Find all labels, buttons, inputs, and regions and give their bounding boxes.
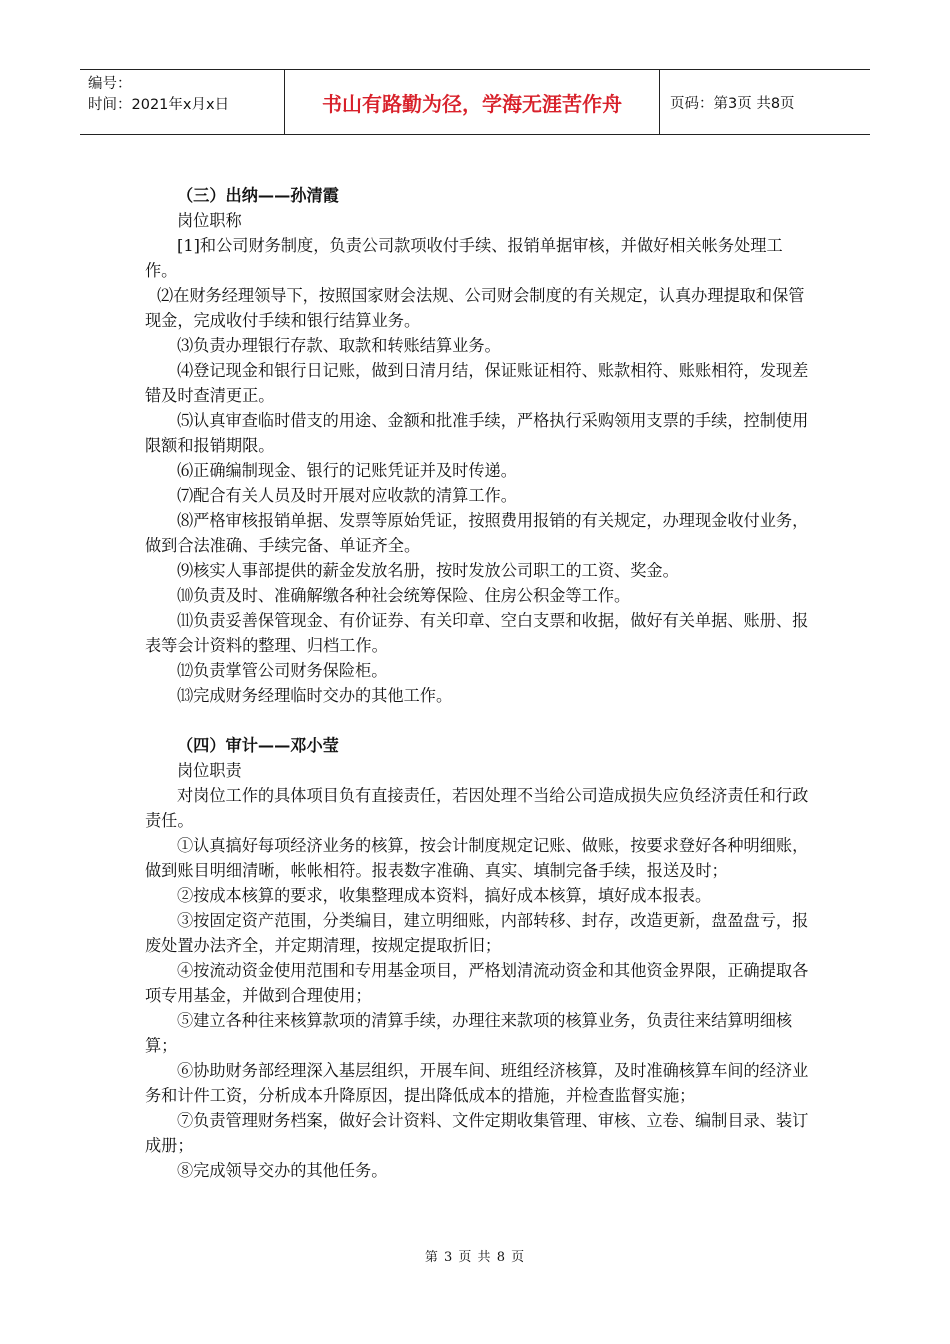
paragraph: ⑾负责妥善保管现金、有价证券、有关印章、空白支票和收据，做好有关单据、账册、报表等会计资料的整理、归档工作。 [145,611,809,655]
paragraph: ⑻严格审核报销单据、发票等原始凭证，按照费用报销的有关规定，办理现金收付业务，做到合法准确、手续完备、单证齐全。 [145,511,809,555]
header-left-cell [80,70,284,134]
paragraph: [1]和公司财务制度，负责公司款项收付手续、报销单据审核，并做好相关帐务处理工作。 [145,236,783,280]
paragraph: ⑼核实人事部提供的薪金发放名册，按时发放公司职工的工资、奖金。 [177,561,679,580]
paragraph: ⑶负责办理银行存款、取款和转账结算业务。 [177,336,501,355]
document-body [145,183,810,1183]
paragraph: ⑧完成领导交办的其他任务。 [177,1161,388,1180]
paragraph: ②按成本核算的要求，收集整理成本资料，搞好成本核算，填好成本报表。 [177,886,712,905]
section-title-audit: （四）审计——邓小莹 [177,736,339,755]
section-subtitle: 岗位职称 [177,211,242,230]
paragraph: ⑤建立各种往来核算款项的清算手续，办理往来款项的核算业务，负责往来结算明细核算； [145,1011,793,1055]
paragraph: ⑦负责管理财务档案，做好会计资料、文件定期收集管理、审核、立卷、编制目录、装订成册； [145,1111,809,1155]
page-header [80,69,870,135]
document-date-label: 时间：2021年x月x日 [88,97,230,113]
paragraph: ①认真搞好每项经济业务的核算，按会计制度规定记账、做账，按要求登好各种明细账，做到账目明细清晰，帐帐相符。报表数字准确、真实、填制完备手续，报送及时； [145,836,809,880]
paragraph: ⑵在财务经理领导下，按照国家财会法规、公司财会制度的有关规定，认真办理提取和保管现金，完成收付手续和银行结算业务。 [145,286,805,330]
paragraph: 对岗位工作的具体项目负有直接责任，若因处理不当给公司造成损失应负经济责任和行政责任。 [145,786,809,830]
section-subtitle: 岗位职责 [177,761,242,780]
section-title-cashier: （三）出纳——孙清霞 [177,186,339,205]
header-page-label: 页码：第3页 共8页 [670,95,795,112]
paragraph: ③按固定资产范围，分类编目，建立明细账，内部转移、封存，改造更新，盘盈盘亏，报废处置办法齐全，并定期清理，按规定提取折旧； [145,911,809,955]
paragraph: ⑹正确编制现金、银行的记账凭证并及时传递。 [177,461,517,480]
paragraph: ⑥协助财务部经理深入基层组织，开展车间、班组经济核算，及时准确核算车间的经济业务和计件工资，分析成本升降原因，提出降低成本的措施，并检查监督实施； [145,1061,809,1105]
page-footer: 第 3 页 共 8 页 [424,1250,526,1265]
section-gap [145,708,810,733]
paragraph: ⑽负责及时、准确解缴各种社会统筹保险、住房公积金等工作。 [177,586,631,605]
paragraph: ⑷登记现金和银行日记账，做到日清月结，保证账证相符、账款相符、账账相符，发现差错及时查清更正。 [145,361,809,405]
paragraph: ⒀完成财务经理临时交办的其他工作。 [177,686,453,705]
header-motto: 书山有路勤为径，学海无涯苦作舟 [284,70,660,134]
paragraph: ④按流动资金使用范围和专用基金项目，严格划清流动资金和其他资金界限，正确提取各项专用基金，并做到合理使用； [145,961,809,1005]
paragraph: ⑺配合有关人员及时开展对应收款的清算工作。 [177,486,517,505]
document-number-label: 编号： [88,76,132,92]
paragraph: ⑸认真审查临时借支的用途、金额和批准手续，严格执行采购领用支票的手续，控制使用限额和报销期限。 [145,411,809,455]
paragraph: ⑿负责掌管公司财务保险柜。 [177,661,388,680]
